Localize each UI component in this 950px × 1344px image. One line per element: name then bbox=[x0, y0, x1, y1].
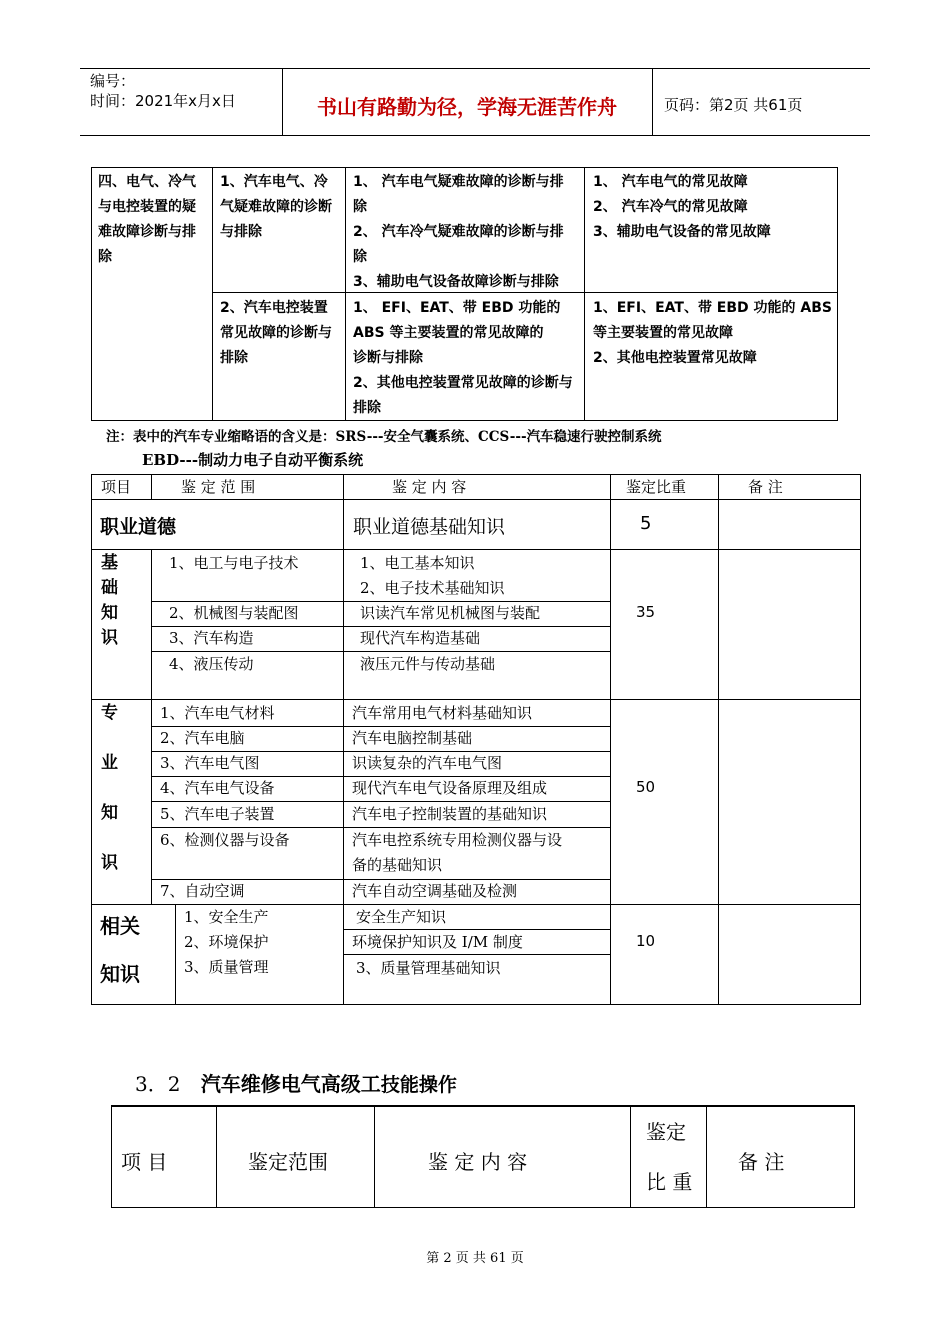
professional-range: 2、汽车电脑 bbox=[160, 729, 245, 747]
professional-content: 现代汽车电气设备原理及组成 bbox=[352, 779, 548, 797]
related-content: 安全生产知识 bbox=[356, 908, 447, 926]
basic-content: 液压元件与传动基础 bbox=[360, 655, 496, 673]
basic-range: 1、电工与电子技术 bbox=[169, 554, 299, 572]
column-header-weight: 鉴定比重 bbox=[626, 478, 687, 496]
professional-range: 4、汽车电气设备 bbox=[160, 779, 275, 797]
fault-table-related: 1、EFI、EAT、带 EBD 功能的 ABS 等主要装置的常见故障 2、其他电控装置常见故障 bbox=[593, 300, 833, 366]
basic-content: 识读汽车常见机械图与装配 bbox=[360, 604, 541, 622]
related-weight: 10 bbox=[636, 932, 656, 950]
doc-time-label: 时间：2021年x月x日 bbox=[90, 92, 236, 110]
skills-header-weight: 鉴定 比 重 bbox=[646, 1120, 693, 1194]
column-header-remarks: 备 注 bbox=[748, 478, 783, 496]
ethics-content: 职业道德基础知识 bbox=[353, 516, 506, 538]
ethics-weight: 5 bbox=[640, 513, 652, 534]
professional-range: 6、检测仪器与设备 bbox=[160, 831, 290, 849]
basic-range: 3、汽车构造 bbox=[169, 629, 254, 647]
fault-table-range: 1、汽车电气、冷气疑难故障的诊断与排除 bbox=[220, 174, 332, 240]
basic-weight: 35 bbox=[636, 603, 656, 621]
related-knowledge-item: 相关 知识 bbox=[100, 914, 140, 986]
basic-content: 现代汽车构造基础 bbox=[360, 629, 481, 647]
abbreviation-note: 注：表中的汽车专业缩略语的含义是：SRS---安全气囊系统、CCS---汽车稳速行驶控制系统 bbox=[106, 429, 662, 445]
header-top-rule bbox=[80, 68, 870, 69]
section-heading bbox=[135, 1068, 457, 1097]
abbreviation-note-cont: EBD---制动力电子自动平衡系统 bbox=[142, 451, 364, 469]
professional-weight: 50 bbox=[636, 778, 656, 796]
basic-knowledge-item: 基 础 知 识 bbox=[101, 553, 118, 648]
basic-content: 1、电工基本知识 2、电子技术基础知识 bbox=[360, 554, 505, 597]
basic-range: 2、机械图与装配图 bbox=[169, 604, 299, 622]
professional-range: 5、汽车电子装置 bbox=[160, 805, 275, 823]
ethics-item: 职业道德 bbox=[100, 516, 177, 538]
skills-header-remarks: 备 注 bbox=[738, 1150, 785, 1174]
skills-header-range: 鉴定范围 bbox=[248, 1150, 328, 1174]
professional-content: 汽车自动空调基础及检测 bbox=[352, 882, 518, 900]
section-number: 3．2 bbox=[135, 1072, 181, 1096]
fault-table-range: 2、汽车电控装置常见故障的诊断与排除 bbox=[220, 300, 332, 366]
professional-range: 7、自动空调 bbox=[160, 882, 245, 900]
professional-content: 汽车电子控制装置的基础知识 bbox=[352, 805, 548, 823]
basic-range: 4、液压传动 bbox=[169, 655, 254, 673]
column-header-item: 项目 bbox=[101, 478, 132, 496]
professional-knowledge-item: 专 业 知 识 bbox=[101, 703, 118, 873]
professional-content: 汽车常用电气材料基础知识 bbox=[352, 704, 533, 722]
professional-range: 3、汽车电气图 bbox=[160, 754, 260, 772]
column-header-content: 鉴 定 内 容 bbox=[392, 478, 467, 496]
fault-table-item: 四、电气、冷气与电控装置的疑难故障诊断与排除 bbox=[98, 174, 196, 265]
fault-table-content: 1、 汽车电气疑难故障的诊断与排 除 2、 汽车冷气疑难故障的诊断与排 除 3、辅助电气设备故障诊断与排除 bbox=[353, 174, 564, 290]
header-page-label: 页码：第2页 共61页 bbox=[664, 96, 803, 114]
section-title-suffix: 技能操作 bbox=[380, 1074, 457, 1096]
related-content: 环境保护知识及 I/M 制度 bbox=[352, 933, 523, 951]
skills-header-item: 项 目 bbox=[121, 1150, 168, 1174]
professional-content: 识读复杂的汽车电气图 bbox=[352, 754, 503, 772]
column-header-range: 鉴 定 范 围 bbox=[181, 478, 256, 496]
related-content: 3、质量管理基础知识 bbox=[356, 959, 501, 977]
skills-header-content: 鉴 定 内 容 bbox=[428, 1150, 528, 1174]
professional-content: 汽车电控系统专用检测仪器与设 备的基础知识 bbox=[352, 831, 563, 874]
page-footer: 第 2 页 共 61 页 bbox=[426, 1251, 524, 1266]
fault-table-related: 1、 汽车电气的常见故障 2、 汽车冷气的常见故障 3、辅助电气设备的常见故障 bbox=[593, 174, 771, 240]
professional-content: 汽车电脑控制基础 bbox=[352, 729, 473, 747]
related-range: 1、安全生产 2、环境保护 3、质量管理 bbox=[184, 908, 269, 976]
header-divider bbox=[652, 68, 653, 135]
fault-table-content: 1、 EFI、EAT、带 EBD 功能的 ABS 等主要装置的常见故障的 诊断与排除 2、其他电控装置常见故障的诊断与 排除 bbox=[353, 300, 573, 416]
header-motto: 书山有路勤为径，学海无涯苦作舟 bbox=[317, 95, 617, 119]
section-title: 汽车维修电气高级工 bbox=[200, 1072, 381, 1096]
professional-range: 1、汽车电气材料 bbox=[160, 704, 275, 722]
doc-number-label: 编号： bbox=[90, 72, 136, 90]
header-bottom-rule bbox=[80, 135, 870, 136]
